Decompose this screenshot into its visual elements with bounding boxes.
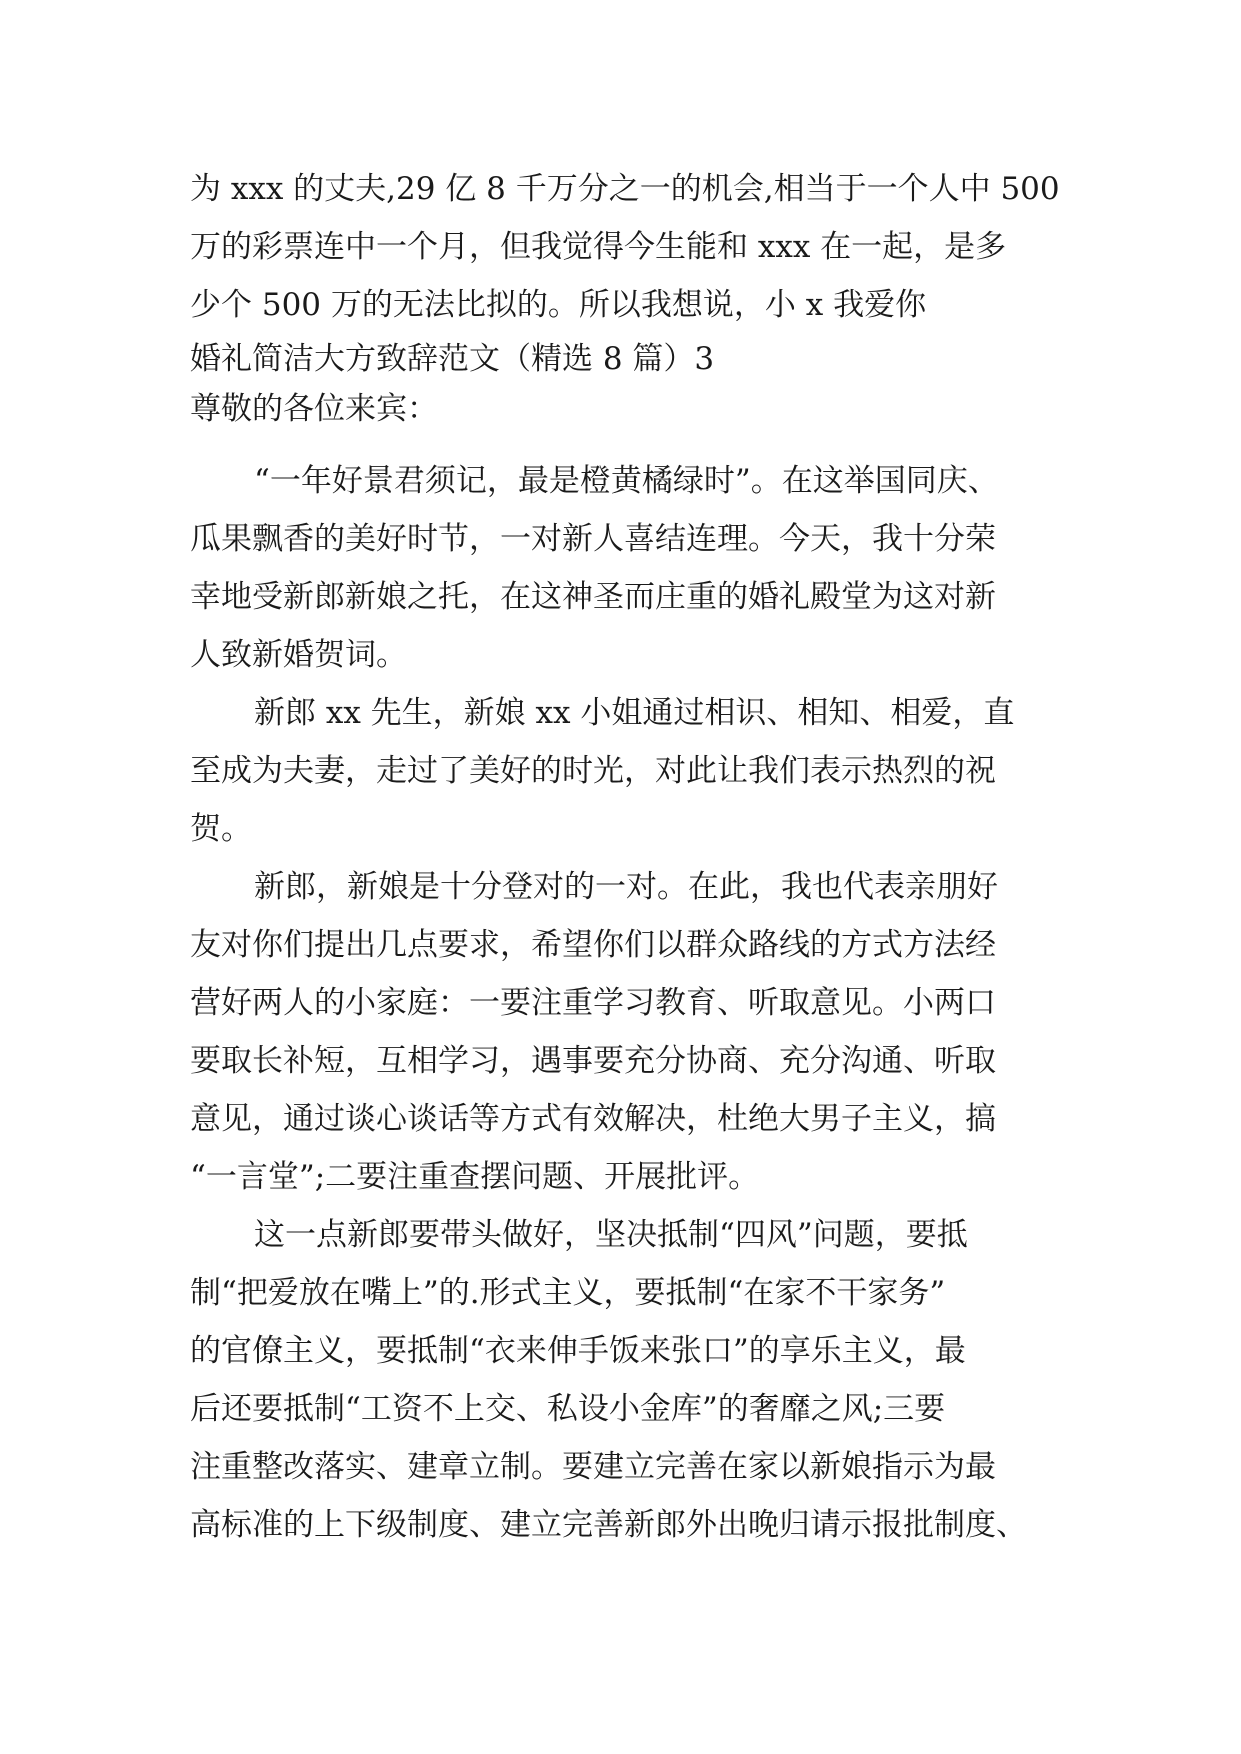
salutation: 尊敬的各位来宾： <box>190 391 438 427</box>
text-line: 后还要抵制“工资不上交、私设小金库”的奢靡之风;三要 <box>190 1391 946 1427</box>
text-line: 的官僚主义，要抵制“衣来伸手饭来张口”的享乐主义，最 <box>190 1333 966 1369</box>
text-line: “一言堂”;二要注重查摆问题、开展批评。 <box>190 1159 760 1195</box>
text-line: 高标准的上下级制度、建立完善新郎外出晚归请示报批制度、 <box>190 1507 1027 1543</box>
text-line: 意见，通过谈心谈话等方式有效解决，杜绝大男子主义，搞 <box>190 1101 996 1137</box>
text-line: 注重整改落实、建章立制。要建立完善在家以新娘指示为最 <box>190 1449 996 1485</box>
text-line: 要取长补短，互相学习，遇事要充分协商、充分沟通、听取 <box>190 1043 996 1079</box>
text-line: 幸地受新郎新娘之托，在这神圣而庄重的婚礼殿堂为这对新 <box>190 579 996 615</box>
text-line: 制“把爱放在嘴上”的.形式主义，要抵制“在家不干家务” <box>190 1275 946 1311</box>
section-heading: 婚礼简洁大方致辞范文（精选 8 篇）3 <box>190 341 715 377</box>
text-line: “一年好景君须记，最是橙黄橘绿时”。在这举国同庆、 <box>254 463 999 499</box>
text-line: 至成为夫妻，走过了美好的时光，对此让我们表示热烈的祝 <box>190 753 996 789</box>
text-line: 贺。 <box>190 811 252 847</box>
text-line: 万的彩票连中一个月，但我觉得今生能和 xxx 在一起，是多 <box>190 229 1007 265</box>
text-line: 新郎，新娘是十分登对的一对。在此，我也代表亲朋好 <box>254 869 998 905</box>
text-line: 为 xxx 的丈夫,29 亿 8 千万分之一的机会,相当于一个人中 500 <box>190 171 1060 207</box>
document-body <box>190 160 1070 1554</box>
text-line: 新郎 xx 先生，新娘 xx 小姐通过相识、相知、相爱，直 <box>254 695 1015 731</box>
text-line: 友对你们提出几点要求，希望你们以群众路线的方式方法经 <box>190 927 996 963</box>
text-line: 瓜果飘香的美好时节，一对新人喜结连理。今天，我十分荣 <box>190 521 996 557</box>
text-line: 人致新婚贺词。 <box>190 637 407 673</box>
text-line: 少个 500 万的无法比拟的。所以我想说，小 x 我爱你 <box>190 287 927 323</box>
text-line: 营好两人的小家庭：一要注重学习教育、听取意见。小两口 <box>190 985 996 1021</box>
text-line: 这一点新郎要带头做好，坚决抵制“四风”问题，要抵 <box>254 1217 968 1253</box>
